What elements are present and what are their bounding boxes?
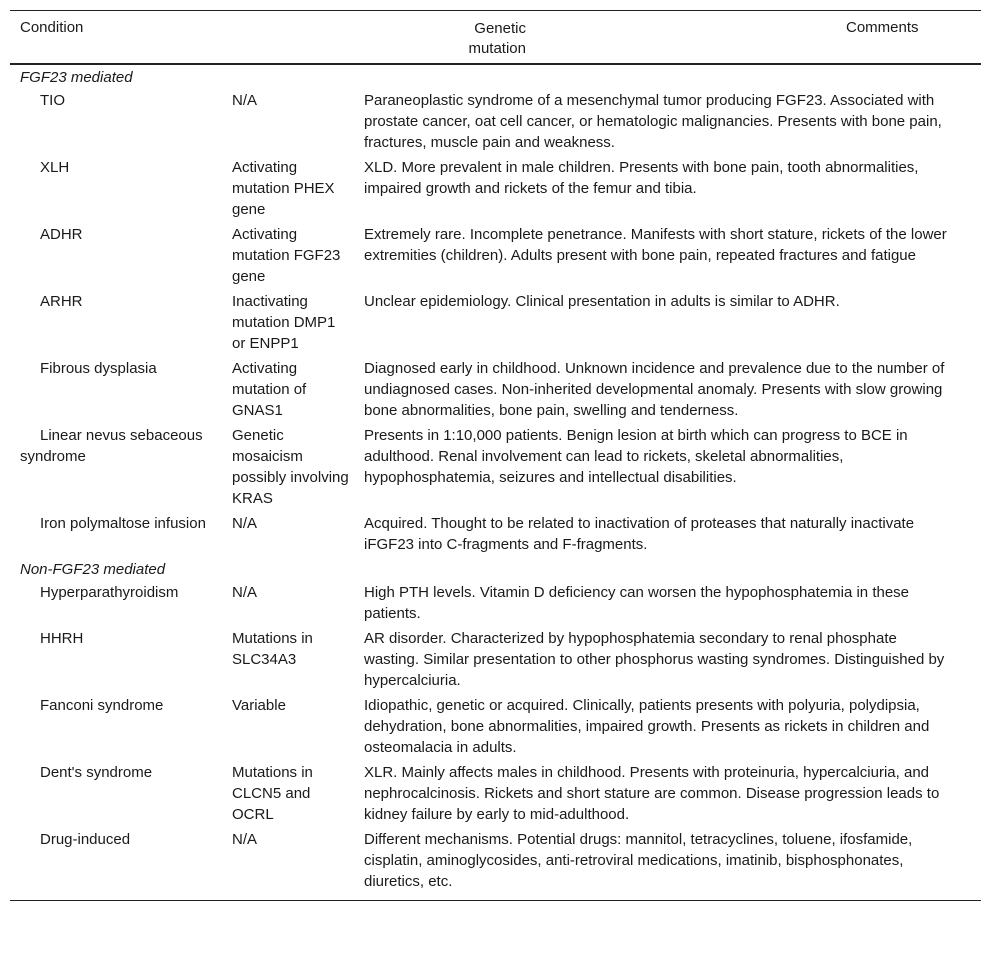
table-row [10, 626, 981, 693]
cell-condition: ARHR [40, 293, 83, 310]
cell-comments: Presents in 1:10,000 patients. Benign lesion at birth which can progress to BCE in adulthood. Renal involvement can lead to rickets, skeletal abnormalities, hypophosphatemia, seizures and intellectual disabilities. [364, 427, 908, 486]
table-row [10, 88, 981, 155]
cell-mutation: Activating mutation of GNAS1 [232, 360, 307, 419]
cell-comments: Different mechanisms. Potential drugs: mannitol, tetracyclines, toluene, ifosfamide, cisplatin, aminoglycosides, anti-retroviral medications, imatinib, bisphosphonates, diuretics, etc. [364, 831, 913, 890]
cell-condition: Drug-induced [40, 831, 131, 848]
cell-mutation: Inactivating mutation DMP1 or ENPP1 [232, 293, 336, 352]
cell-condition: ADHR [40, 226, 83, 243]
cell-mutation: N/A [232, 584, 258, 601]
cell-comments: Idiopathic, genetic or acquired. Clinically, patients presents with polyuria, polydipsia, dehydration, bone abnormalities, impaired growth. Presents as rickets in children and osteomalacia in adults. [364, 697, 930, 756]
cell-mutation: N/A [232, 515, 258, 532]
header-genetic-line1: Genetic [474, 20, 526, 37]
cell-comments: High PTH levels. Vitamin D deficiency can worsen the hypophosphatemia in these patients. [364, 584, 910, 622]
cell-condition: HHRH [40, 630, 84, 647]
cell-condition: TIO [40, 92, 65, 109]
cell-mutation: N/A [232, 92, 258, 109]
cell-mutation: N/A [232, 831, 258, 848]
table-row [10, 693, 981, 760]
table-row [10, 827, 981, 894]
section-title: FGF23 mediated [20, 69, 133, 86]
table-body [10, 65, 981, 900]
table-row [10, 222, 981, 289]
cell-comments: Diagnosed early in childhood. Unknown incidence and prevalence due to the number of undiagnosed cases. Non-inherited developmental anomaly. Presents with slow growing bone abnormalities, bone pain, swelling and tenderness. [364, 360, 945, 419]
cell-condition: Dent's syndrome [40, 764, 153, 781]
cell-condition: Fanconi syndrome [40, 697, 164, 714]
header-comments: Comments [846, 19, 919, 36]
cell-condition: Linear nevus sebaceous syndrome [20, 427, 203, 465]
cell-condition: Fibrous dysplasia [40, 360, 157, 377]
section-title: Non-FGF23 mediated [20, 561, 166, 578]
table-row [10, 760, 981, 827]
cell-condition: Hyperparathyroidism [40, 584, 179, 601]
cell-comments: XLR. Mainly affects males in childhood. Presents with proteinuria, hypercalciuria, and nephrocalcinosis. Rickets and short stature are common. Disease progression leads to kidney failure by early to mid-adulthood. [364, 764, 940, 823]
cell-comments: Acquired. Thought to be related to inactivation of proteases that naturally inactivate iFGF23 into C-fragments and F-fragments. [364, 515, 915, 553]
table-row [10, 289, 981, 356]
table-row [10, 580, 981, 626]
hypophosphatemia-table [10, 10, 981, 901]
cell-comments: Unclear epidemiology. Clinical presentation in adults is similar to ADHR. [364, 293, 840, 310]
cell-comments: Extremely rare. Incomplete penetrance. Manifests with short stature, rickets of the lower extremities (children). Adults present with bone pain, repeated fractures and fatigue [364, 226, 947, 264]
cell-mutation: Activating mutation PHEX gene [232, 159, 335, 218]
cell-condition: XLH [40, 159, 70, 176]
header-genetic-mutation [220, 11, 528, 63]
cell-mutation: Mutations in CLCN5 and OCRL [232, 764, 313, 823]
cell-comments: XLD. More prevalent in male children. Presents with bone pain, tooth abnormalities, impaired growth and rickets of the femur and tibia. [364, 159, 919, 197]
cell-mutation: Activating mutation FGF23 gene [232, 226, 341, 285]
cell-comments: Paraneoplastic syndrome of a mesenchymal tumor producing FGF23. Associated with prostate cancer, oat cell cancer, or hematologic malignancies. Presents with bone pain, fractures, muscle pain and weakness. [364, 92, 942, 151]
table-row [10, 423, 981, 511]
cell-mutation: Mutations in SLC34A3 [232, 630, 313, 668]
cell-condition: Iron polymaltose infusion [40, 515, 206, 532]
table-header [10, 11, 981, 65]
header-genetic-line2: mutation [468, 40, 526, 57]
cell-comments: AR disorder. Characterized by hypophosphatemia secondary to renal phosphate wasting. Similar presentation to other phosphorus wasting syndromes. Distinguished by hypercalciuria. [364, 630, 945, 689]
table-row [10, 356, 981, 423]
cell-mutation: Genetic mosaicism possibly involving KRAS [232, 427, 349, 507]
header-condition: Condition [20, 19, 84, 36]
cell-mutation: Variable [232, 697, 286, 714]
table-row [10, 511, 981, 557]
table-row [10, 155, 981, 222]
